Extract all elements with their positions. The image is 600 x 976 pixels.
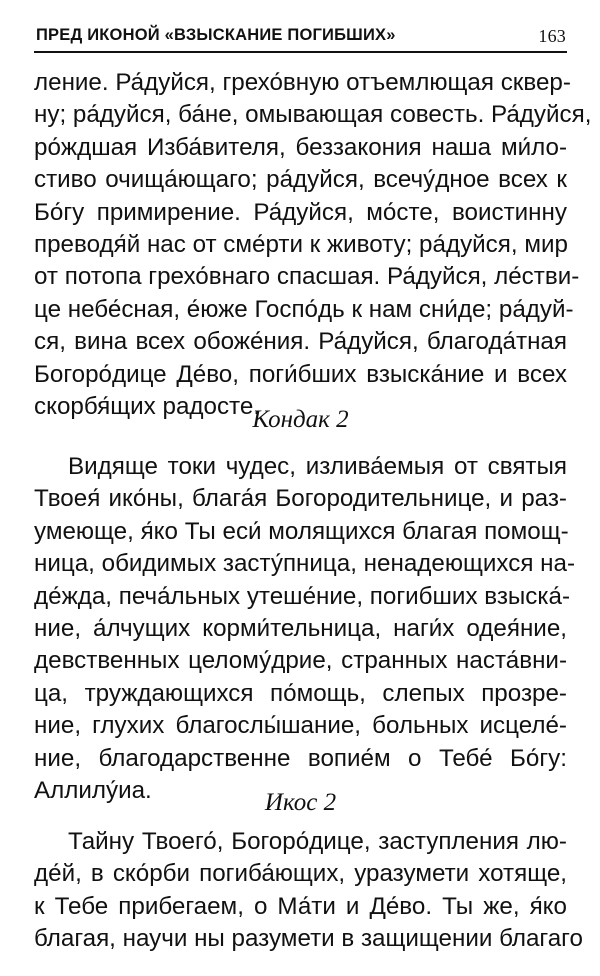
text-line: девственных целому́дрие, странных наста́вни- [34,647,567,675]
text-line: ну; ра́дуйся, ба́не, омывающая совесть. Ра́дуйся, [34,101,592,129]
paragraph-ikos [34,826,583,956]
running-head [36,26,566,52]
section-heading-kondak: Кондак 2 [252,406,349,433]
paragraph-kondak [34,451,576,807]
text-line: де́жда, печа́льных утеше́ние, погибших взыска́- [34,582,571,610]
text-line: Твоея́ ико́ны, блага́я Богородительнице, и раз- [34,485,567,513]
text-line: ние, глухих благослы́шание, больных исцеле́- [34,712,567,740]
text-line: благая, научи ны разумети в защищении благаго [34,925,583,953]
text-line: от потопа грехо́внаго спасшая. Ра́дуйся, ле́стви- [34,263,580,291]
text-line: ся, вина всех обоже́ния. Ра́дуйся, благода́тная [34,328,567,356]
section-heading-ikos: Икос 2 [264,789,337,816]
text-line: Богоро́дице Де́во, поги́бших взыска́ние и всех [34,360,567,388]
text-line: Тайну Твоего́, Богоро́дице, заступления лю- [68,828,567,855]
text-line: де́й, в ско́рби погиба́ющих, уразумети хотяще, [34,860,567,888]
text-line: ние, благодарственне вопие́м о Тебе́ Бо́гу: [34,744,567,772]
text-line: стиво очища́ющаго; ра́дуйся, всечу́дное всех к [34,166,567,194]
text-line: ние, а́лчущих корми́тельница, наги́х одея́ние, [34,614,567,642]
text-line: Видяще токи чудес, излива́емыя от святыя [68,453,567,480]
text-line: ро́ждшая Изба́вителя, беззакония наша ми́ло- [34,133,567,161]
page-number: 163 [538,26,566,46]
text-line: Бо́гу примирение. Ра́дуйся, мо́сте, воистинну [34,198,567,226]
running-head-title: ПРЕД ИКОНОЙ «ВЗЫСКАНИЕ ПОГИБШИХ» [36,26,396,44]
text-line: умеюще, я́ко Ты еси́ молящихся благая помощ- [34,517,569,545]
text-line: к Тебе прибегаем, о Ма́ти и Де́во. Ты же, я́ко [34,892,567,920]
text-line: ца, труждающихся по́мощь, слепых прозре- [34,679,567,707]
text-line: скорбя́щих радосте. [34,392,261,420]
text-line: це небе́сная, е́юже Госпо́дь к нам сни́де; ра́дуй- [34,295,574,323]
text-line: преводя́й нас от сме́рти к животу; ра́дуйся, мир [34,230,568,258]
paragraph-continuation [34,67,592,423]
text-line: Аллилу́иа. [34,776,152,804]
header-rule [34,51,567,53]
text-line: ление. Ра́дуйся, грехо́вную отъемлющая сквер- [34,69,571,96]
text-line: ница, обидимых засту́пница, ненадеющихся на- [34,550,576,578]
